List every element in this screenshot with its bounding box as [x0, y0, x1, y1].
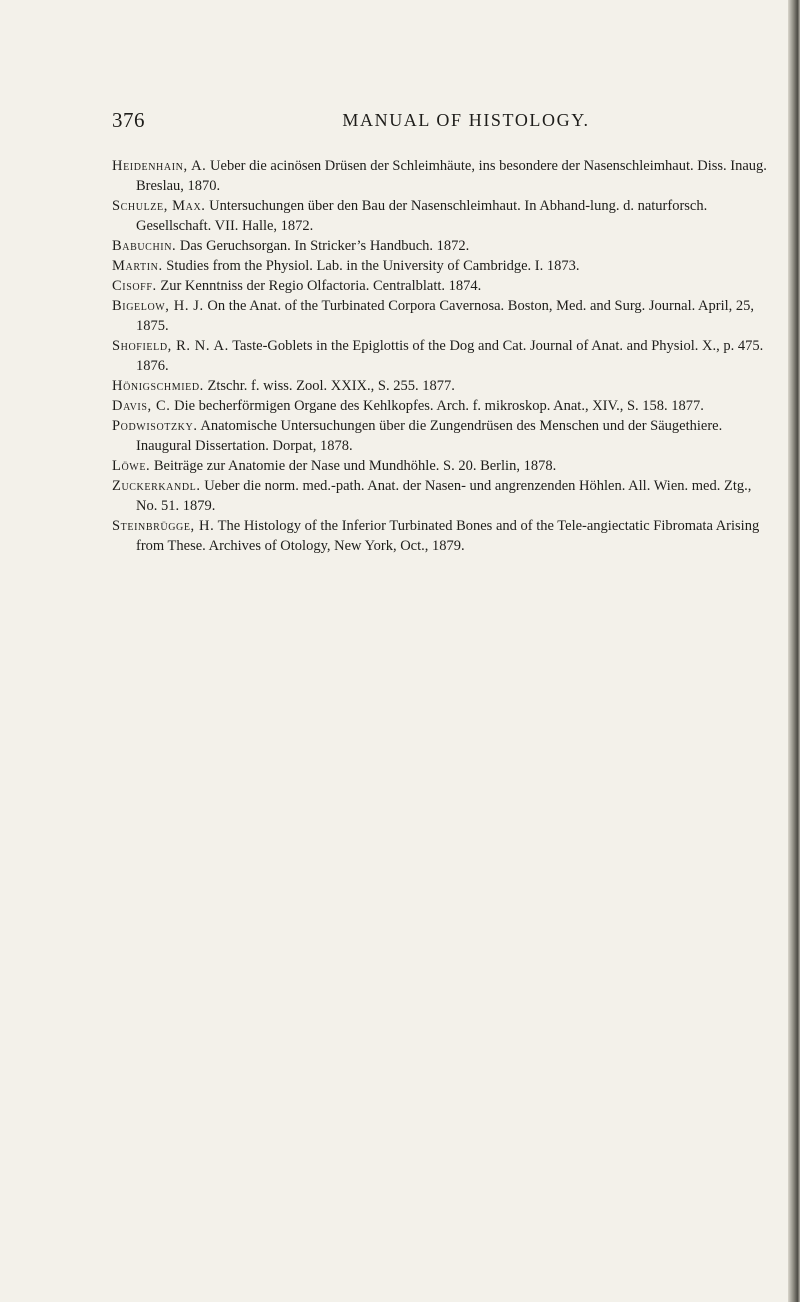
reference-author: Babuchin.: [112, 238, 177, 254]
reference-text: Untersuchungen über den Bau der Nasenschleimhaut. In Abhand-lung. d. naturforsch. Gesellschaft. VII. Halle, 1872.: [136, 198, 708, 234]
reference-text: Zur Kenntniss der Regio Olfactoria. Centralblatt. 1874.: [160, 278, 482, 294]
reference-entry: [112, 156, 770, 196]
reference-author: Bigelow, H. J.: [112, 298, 204, 314]
reference-text: The Histology of the Inferior Turbinated Bones and of the Tele-angiectatic Fibromata Arising from These. Archives of Otology, New York, Oct., 1879.: [136, 518, 760, 554]
page-header: [112, 108, 772, 138]
reference-text: On the Anat. of the Turbinated Corpora Cavernosa. Boston, Med. and Surg. Journal. April, 25, 1875.: [136, 298, 755, 334]
running-head: MANUAL OF HISTOLOGY.: [342, 110, 590, 130]
reference-author: Heidenhain, A.: [112, 158, 207, 174]
reference-author: Löwe.: [112, 458, 151, 474]
reference-entry: [112, 456, 770, 476]
reference-entry: [112, 416, 770, 456]
reference-text: Ueber die acinösen Drüsen der Schleimhäute, ins besondere der Nasenschleimhaut. Diss. Inaug. Breslau, 1870.: [136, 158, 767, 194]
reference-author: Podwisotzky.: [112, 418, 198, 434]
reference-text: Die becherförmigen Organe des Kehlkopfes. Arch. f. mikroskop. Anat., XIV., S. 158. 1877.: [174, 398, 704, 414]
reference-text: Ueber die norm. med.-path. Anat. der Nasen- und angrenzenden Höhlen. All. Wien. med. Ztg., No. 51. 1879.: [136, 478, 752, 514]
reference-entry: [112, 336, 770, 376]
reference-text: Ztschr. f. wiss. Zool. XXIX., S. 255. 1877.: [207, 378, 455, 394]
reference-author: Martin.: [112, 258, 163, 274]
reference-author: Hönigschmied.: [112, 378, 204, 394]
reference-author: Steinbrügge, H.: [112, 518, 215, 534]
reference-entry: [112, 276, 770, 296]
reference-entry: [112, 256, 770, 276]
reference-text: Taste-Goblets in the Epiglottis of the Dog and Cat. Journal of Anat. and Physiol. X., p. 475. 1876.: [136, 338, 764, 374]
reference-text: Das Geruchsorgan. In Stricker’s Handbuch. 1872.: [179, 238, 470, 254]
reference-text: Studies from the Physiol. Lab. in the University of Cambridge. I. 1873.: [166, 258, 580, 274]
reference-author: Davis, C.: [112, 398, 171, 414]
page-number: 376: [112, 108, 145, 132]
reference-author: Cisoff.: [112, 278, 157, 294]
reference-entry: [112, 396, 770, 416]
reference-author: Zuckerkandl.: [112, 478, 201, 494]
reference-author: Schulze, Max.: [112, 198, 206, 214]
page-edge-shadow: [788, 0, 800, 1302]
reference-text: Beiträge zur Anatomie der Nase und Mundhöhle. S. 20. Berlin, 1878.: [153, 458, 557, 474]
reference-entry: [112, 516, 770, 556]
reference-entry: [112, 296, 770, 336]
reference-entry: [112, 376, 770, 396]
bibliography-list: [112, 156, 770, 556]
reference-entry: [112, 476, 770, 516]
reference-entry: [112, 196, 770, 236]
reference-text: Anatomische Untersuchungen über die Zungendrüsen des Menschen und der Säugethiere. Inaugural Dissertation. Dorpat, 1878.: [136, 418, 723, 454]
reference-author: Shofield, R. N. A.: [112, 338, 229, 354]
reference-entry: [112, 236, 770, 256]
